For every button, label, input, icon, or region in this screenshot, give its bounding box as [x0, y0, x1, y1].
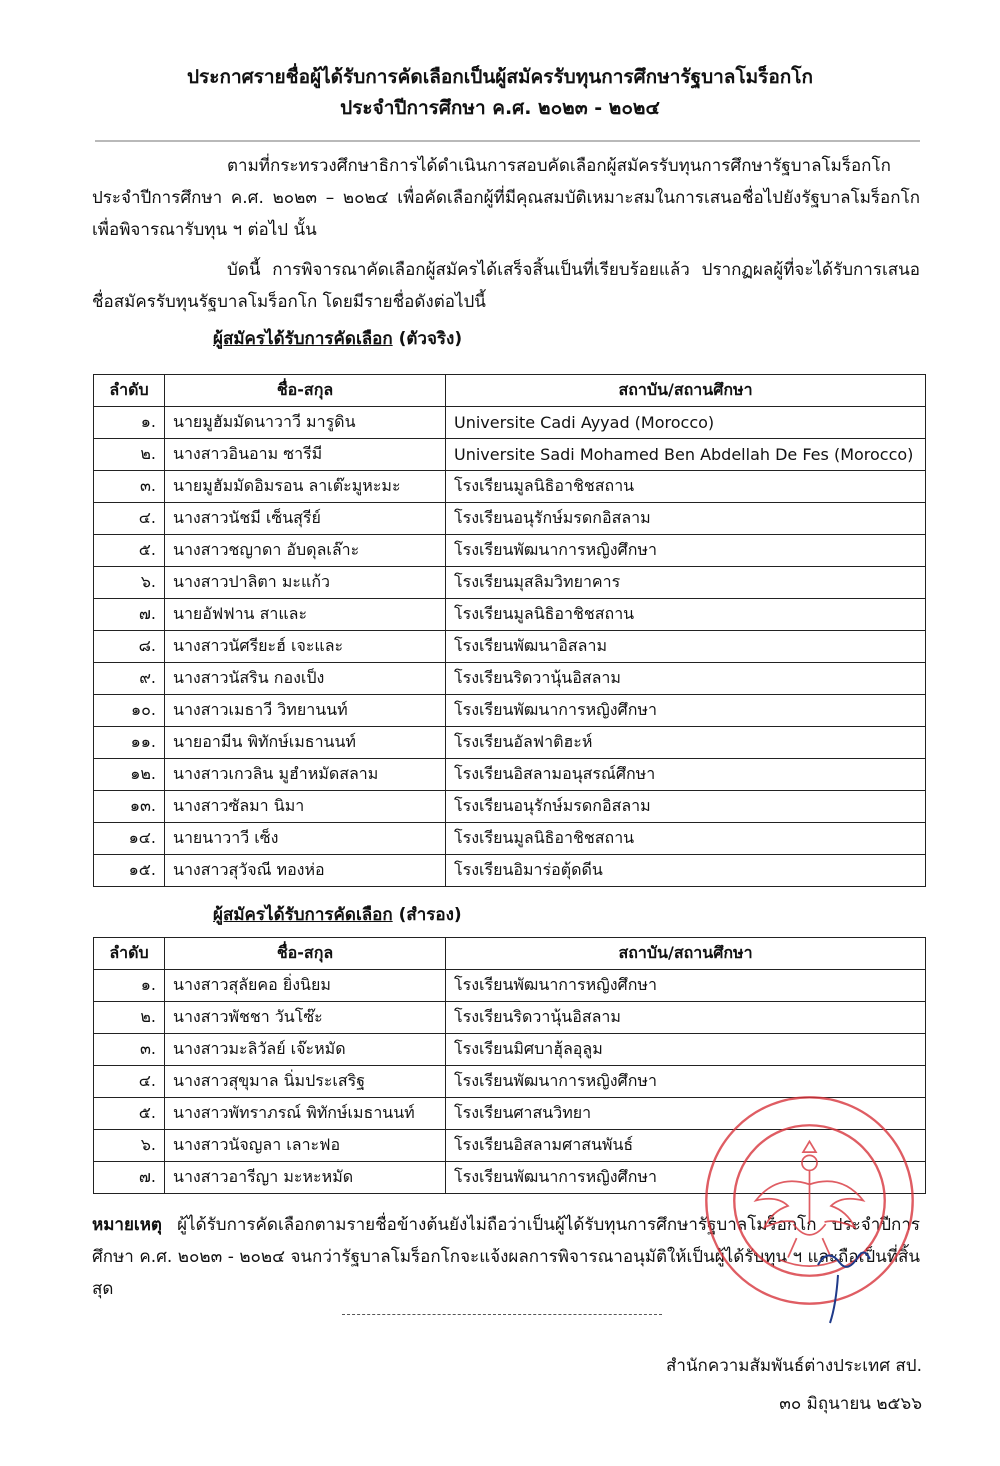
reserve-list-qualifier: (สำรอง): [398, 905, 462, 925]
row-number: ๒.: [94, 1002, 165, 1034]
row-number: ๕.: [94, 535, 165, 567]
candidate-institution: โรงเรียนศาสนวิทยา: [446, 1098, 926, 1130]
candidate-institution: โรงเรียนพัฒนาการหญิงศึกษา: [446, 970, 926, 1002]
row-number: ๑๒.: [94, 759, 165, 791]
candidate-institution: โรงเรียนมิศบาฮุ้ลอุลูม: [446, 1034, 926, 1066]
column-header-name: ชื่อ-สกุล: [165, 375, 446, 407]
main-list-body: [94, 407, 926, 887]
candidate-institution: โรงเรียนริดวานุ้นอิสลาม: [446, 663, 926, 695]
table-row: [94, 439, 926, 471]
result-paragraph-text: บัดนี้ การพิจารณาคัดเลือกผู้สมัครได้เสร็จสิ้นเป็นที่เรียบร้อยแล้ว ปรากฏผลผู้ที่จะได้รับการเสนอชื่อสมัครรับทุนรัฐบาลโมร็อกโก โดยมีรายชื่อดังต่อไปนี้: [92, 260, 920, 312]
intro-paragraph-text: ตามที่กระทรวงศึกษาธิการได้ดำเนินการสอบคัดเลือกผู้สมัครรับทุนการศึกษารัฐบาลโมร็อกโก ประจำปีการศึกษา ค.ศ. ๒๐๒๓ – ๒๐๒๔ เพื่อคัดเลือกผู้ที่มีคุณสมบัติเหมาะสมในการเสนอชื่อไปยังรัฐบาลโมร็อกโกเพื่อพิจารณารับทุน ฯ ต่อไป นั้น: [92, 156, 920, 240]
table-row: [94, 855, 926, 887]
candidate-name: นางสาวเกวลิน มูฮำหมัดสลาม: [165, 759, 446, 791]
row-number: ๑๑.: [94, 727, 165, 759]
candidate-institution: Universite Sadi Mohamed Ben Abdellah De Fes (Morocco): [446, 439, 926, 471]
row-number: ๒.: [94, 439, 165, 471]
note-label: หมายเหตุ: [92, 1215, 162, 1235]
row-number: ๗.: [94, 599, 165, 631]
row-number: ๕.: [94, 1098, 165, 1130]
candidate-institution: โรงเรียนพัฒนาการหญิงศึกษา: [446, 695, 926, 727]
candidate-institution: โรงเรียนริดวานุ้นอิสลาม: [446, 1002, 926, 1034]
candidate-institution: โรงเรียนมูลนิธิอาชิชสถาน: [446, 471, 926, 503]
candidate-name: นางสาวสุขุมาล นิ่มประเสริฐ: [165, 1066, 446, 1098]
main-list-qualifier: (ตัวจริง): [398, 329, 463, 349]
signature-icon: [800, 1215, 900, 1325]
table-row: [94, 663, 926, 695]
candidate-name: นางสาวมะลิวัลย์ เจ๊ะหมัด: [165, 1034, 446, 1066]
row-number: ๖.: [94, 567, 165, 599]
candidate-institution: โรงเรียนอนุรักษ์มรดกอิสลาม: [446, 503, 926, 535]
row-number: ๔.: [94, 503, 165, 535]
row-number: ๖.: [94, 1130, 165, 1162]
candidate-name: นางสาวนัศรียะฮ์ เจะและ: [165, 631, 446, 663]
candidate-institution: โรงเรียนอัลฟาติฮะห์: [446, 727, 926, 759]
table-row: [94, 599, 926, 631]
candidate-institution: โรงเรียนมูลนิธิอาชิชสถาน: [446, 823, 926, 855]
row-number: ๔.: [94, 1066, 165, 1098]
candidate-name: นางสาวปาลิตา มะแก้ว: [165, 567, 446, 599]
candidate-institution: โรงเรียนอิสลามอนุสรณ์ศึกษา: [446, 759, 926, 791]
table-row: [94, 823, 926, 855]
candidate-institution: โรงเรียนพัฒนาอิสลาม: [446, 631, 926, 663]
candidate-institution: โรงเรียนอนุรักษ์มรดกอิสลาม: [446, 791, 926, 823]
page-title: ประกาศรายชื่อผู้ได้รับการคัดเลือกเป็นผู้สมัครรับทุนการศึกษารัฐบาลโมร็อกโก: [186, 66, 814, 88]
table-header-row: [94, 375, 926, 407]
table-row: [94, 503, 926, 535]
row-number: ๙.: [94, 663, 165, 695]
result-paragraph: [92, 254, 920, 318]
row-number: ๑๔.: [94, 823, 165, 855]
candidate-name: นางสาวอารีญา มะหะหมัด: [165, 1162, 446, 1194]
table-row: [94, 759, 926, 791]
candidate-name: นายนาวาวี เซ็ง: [165, 823, 446, 855]
candidate-institution: โรงเรียนมุสลิมวิทยาคาร: [446, 567, 926, 599]
candidate-name: นางสาวพัชชา วันโซ๊ะ: [165, 1002, 446, 1034]
row-number: ๑.: [94, 407, 165, 439]
candidate-name: นางสาวซัลมา นิมา: [165, 791, 446, 823]
reserve-list-heading: [213, 901, 462, 928]
candidate-institution: Universite Cadi Ayyad (Morocco): [446, 407, 926, 439]
row-number: ๘.: [94, 631, 165, 663]
column-header-institution: สถาบัน/สถานศึกษา: [446, 938, 926, 970]
table-row: [94, 1034, 926, 1066]
table-row: [94, 567, 926, 599]
candidate-name: นางสาวนัจญลา เลาะฟอ: [165, 1130, 446, 1162]
row-number: ๑๕.: [94, 855, 165, 887]
candidate-institution: โรงเรียนพัฒนาการหญิงศึกษา: [446, 1162, 926, 1194]
main-list-table: [93, 374, 926, 887]
candidate-name: นางสาวสุวัจณี ทองห่อ: [165, 855, 446, 887]
issue-date: ๓๐ มิถุนายน ๒๕๖๖: [779, 1394, 922, 1414]
table-row: [94, 535, 926, 567]
note-text: ผู้ได้รับการคัดเลือกตามรายชื่อข้างต้นยังไม่ถือว่าเป็นผู้ได้รับทุนการศึกษารัฐบาลโมร็อกโก ประจำปีการศึกษา ค.ศ. ๒๐๒๓ - ๒๐๒๔ จนกว่ารัฐบาลโมร็อกโกจะแจ้งผลการพิจารณาอนุมัติให้เป็นผู้ได้รับทุน ฯ และถือเป็นที่สิ้นสุด: [92, 1215, 921, 1299]
table-row: [94, 631, 926, 663]
candidate-name: นายมูฮัมมัดอิมรอน ลาเต๊ะมูหะมะ: [165, 471, 446, 503]
candidate-name: นายอามีน พิทักษ์เมธานนท์: [165, 727, 446, 759]
table-header-row: [94, 938, 926, 970]
table-row: [94, 791, 926, 823]
candidate-name: นายอัฟฟาน สาและ: [165, 599, 446, 631]
main-list-heading: [213, 325, 462, 352]
page-subtitle: ประจำปีการศึกษา ค.ศ. ๒๐๒๓ - ๒๐๒๔: [340, 97, 660, 119]
candidate-name: นางสาวสุลัยคอ ยิ่งนิยม: [165, 970, 446, 1002]
candidate-name: นายมูฮัมมัดนาวาวี มารูดิน: [165, 407, 446, 439]
table-row: [94, 727, 926, 759]
candidate-institution: โรงเรียนพัฒนาการหญิงศึกษา: [446, 535, 926, 567]
row-number: ๑.: [94, 970, 165, 1002]
column-header-name: ชื่อ-สกุล: [165, 938, 446, 970]
column-header-no: ลำดับ: [94, 375, 165, 407]
row-number: ๑๓.: [94, 791, 165, 823]
header-divider: [95, 140, 920, 142]
table-row: [94, 970, 926, 1002]
candidate-institution: โรงเรียนอิมาร่อตุ้ดดีน: [446, 855, 926, 887]
table-row: [94, 407, 926, 439]
candidate-name: นางสาวนัชมี เซ็นสุรีย์: [165, 503, 446, 535]
candidate-name: นางสาวนัสริน กองเป็ง: [165, 663, 446, 695]
table-row: [94, 695, 926, 727]
candidate-name: นางสาวเมธาวี วิทยานนท์: [165, 695, 446, 727]
main-list-title: ผู้สมัครได้รับการคัดเลือก: [213, 329, 393, 349]
separator-line: [342, 1314, 662, 1315]
issuing-office: สำนักความสัมพันธ์ต่างประเทศ สป.: [665, 1356, 922, 1376]
candidate-institution: โรงเรียนมูลนิธิอาชิชสถาน: [446, 599, 926, 631]
candidate-name: นางสาวชญาดา อับดุลเล๊าะ: [165, 535, 446, 567]
table-row: [94, 1002, 926, 1034]
candidate-institution: โรงเรียนอิสลามศาสนพันธ์: [446, 1130, 926, 1162]
candidate-institution: โรงเรียนพัฒนาการหญิงศึกษา: [446, 1066, 926, 1098]
candidate-name: นางสาวอินอาม ซารีมี: [165, 439, 446, 471]
table-row: [94, 471, 926, 503]
column-header-institution: สถาบัน/สถานศึกษา: [446, 375, 926, 407]
reserve-list-title: ผู้สมัครได้รับการคัดเลือก: [213, 905, 393, 925]
row-number: ๓.: [94, 471, 165, 503]
intro-paragraph: [92, 150, 920, 246]
row-number: ๑๐.: [94, 695, 165, 727]
row-number: ๗.: [94, 1162, 165, 1194]
candidate-name: นางสาวพัทราภรณ์ พิทักษ์เมธานนท์: [165, 1098, 446, 1130]
row-number: ๓.: [94, 1034, 165, 1066]
column-header-no: ลำดับ: [94, 938, 165, 970]
